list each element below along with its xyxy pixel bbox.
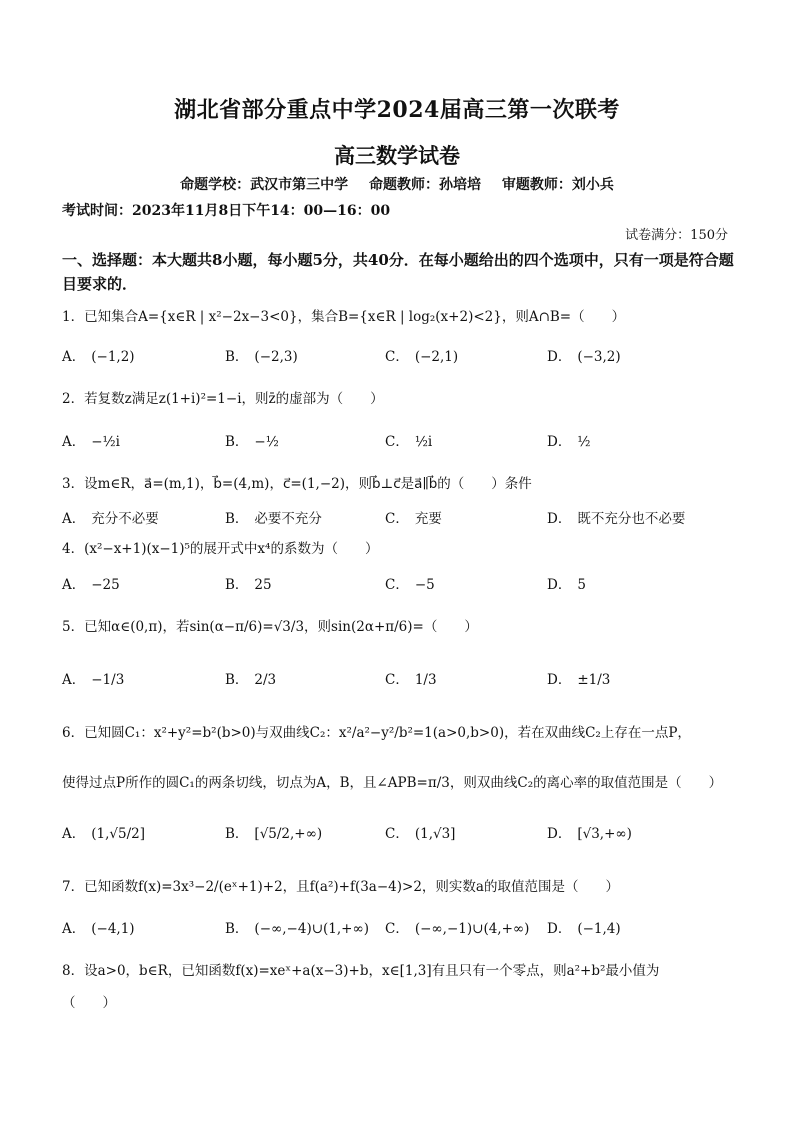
option-text: (−1,4) <box>577 921 621 937</box>
author-school: 命题学校：武汉市第三中学 <box>180 177 349 193</box>
option <box>547 430 590 450</box>
exam-time: 考试时间：2023年11月8日下午14：00—16：00 <box>62 203 391 219</box>
question-stem: 3．设m∈R，a⃗=(m,1)，b⃗=(4,m)，c⃗=(1,−2)，则b⃗⊥c⃗是a⃗∥b⃗的（ ）条件 <box>62 476 532 492</box>
question-stem: 8．设a>0，b∈R，已知函数f(x)=xeˣ+a(x−3)+b，x∈[1,3]有且只有一个零点，则a²+b²最小值为 <box>62 963 660 979</box>
option-text: ½i <box>414 434 433 450</box>
option-text: −½ <box>254 434 279 450</box>
question-stem-continued: （ ） <box>62 995 116 1011</box>
option-label: A． <box>62 434 86 450</box>
option-label: B． <box>225 511 249 527</box>
option <box>385 573 435 593</box>
option-label: B． <box>225 434 249 450</box>
option-text: (−∞,−4)∪(1,+∞) <box>254 921 369 937</box>
option-label: C． <box>385 577 409 593</box>
option <box>225 507 322 527</box>
author-reviewer: 审题教师：刘小兵 <box>501 177 614 193</box>
option-label: B． <box>225 577 249 593</box>
option-text: (−1,2) <box>91 349 135 365</box>
option-text: [√5/2,+∞) <box>254 826 323 842</box>
option <box>225 822 322 842</box>
option-text: 必要不充分 <box>254 511 322 527</box>
option-label: A． <box>62 349 86 365</box>
option-label: C． <box>385 511 409 527</box>
option-text: 既不充分也不必要 <box>577 511 686 527</box>
option-text: −1/3 <box>91 672 125 688</box>
option-text: (−2,1) <box>414 349 459 365</box>
option-row <box>62 573 742 599</box>
option-label: C． <box>385 826 409 842</box>
option-label: A． <box>62 511 86 527</box>
option-text: 充要 <box>414 511 442 527</box>
option-label: C． <box>385 434 409 450</box>
option-text: 5 <box>577 577 586 593</box>
option <box>547 668 610 688</box>
option-text: (1,√5/2] <box>91 826 145 842</box>
option-label: A． <box>62 921 86 937</box>
option-label: B． <box>225 672 249 688</box>
option-label: D． <box>547 511 572 527</box>
option <box>62 822 145 842</box>
option <box>547 507 685 527</box>
option <box>62 573 120 593</box>
option-row <box>62 430 742 456</box>
option-text: (1,√3] <box>414 826 456 842</box>
option-text: 2/3 <box>254 672 277 688</box>
option <box>547 917 621 937</box>
option <box>62 668 124 688</box>
option-text: 充分不必要 <box>91 511 159 527</box>
option-label: A． <box>62 577 86 593</box>
option <box>225 573 272 593</box>
option <box>225 430 279 450</box>
option <box>225 668 276 688</box>
option-label: C． <box>385 672 409 688</box>
exam-subtitle: 高三数学试卷 <box>334 143 460 168</box>
option <box>385 822 455 842</box>
option-text: (−4,1) <box>91 921 135 937</box>
option <box>547 822 632 842</box>
option-row <box>62 507 742 533</box>
exam-authors <box>0 174 794 194</box>
question-stem: 7．已知函数f(x)=3x³−2/(eˣ+1)+2，且f(a²)+f(3a−4)>2，则实数a的取值范围是（ ） <box>62 879 619 895</box>
question-stem-continued: 使得过点P所作的圆C₁的两条切线，切点为A，B，且∠APB=π/3，则双曲线C₂的离心率的取值范围是（ ） <box>62 775 723 791</box>
exam-title: 湖北省部分重点中学2024届高三第一次联考 <box>174 97 620 123</box>
option-row <box>62 345 742 371</box>
option-label: A． <box>62 826 86 842</box>
option-label: D． <box>547 672 572 688</box>
option-text: (−∞,−1)∪(4,+∞) <box>414 921 530 937</box>
question-stem: 4．(x²−x+1)(x−1)⁵的展开式中x⁴的系数为（ ） <box>62 541 379 557</box>
option-label: C． <box>385 921 409 937</box>
option-text: (−3,2) <box>577 349 621 365</box>
option-row <box>62 668 742 694</box>
option <box>547 573 586 593</box>
option-text: −25 <box>91 577 120 593</box>
option-label: C． <box>385 349 409 365</box>
option-label: D． <box>547 921 572 937</box>
option <box>62 345 135 365</box>
section-heading: 一、选择题：本大题共8小题，每小题5分，共40分．在每小题给出的四个选项中，只有一项是符合题目要求的． <box>62 251 734 293</box>
option-text: ½ <box>577 434 591 450</box>
author-teacher: 命题教师：孙培培 <box>369 177 481 193</box>
option <box>385 668 437 688</box>
option-text: 25 <box>254 577 272 593</box>
option-text: [√3,+∞) <box>577 826 632 842</box>
option <box>225 345 298 365</box>
question-stem: 2．若复数z满足z(1+i)²=1−i，则z̄的虚部为（ ） <box>62 391 384 407</box>
option <box>385 345 458 365</box>
option-label: D． <box>547 434 572 450</box>
option-row <box>62 822 742 848</box>
option <box>385 917 529 937</box>
full-score: 试卷满分：150分 <box>625 228 728 243</box>
option <box>62 917 135 937</box>
option-text: −5 <box>414 577 435 593</box>
option-text: (−2,3) <box>254 349 298 365</box>
option-text: 1/3 <box>414 672 437 688</box>
option <box>385 430 432 450</box>
option-row <box>62 917 742 943</box>
option <box>62 430 120 450</box>
option-label: D． <box>547 826 572 842</box>
option <box>385 507 442 527</box>
option-label: B． <box>225 921 249 937</box>
question-stem: 5．已知α∈(0,π)，若sin(α−π/6)=√3/3，则sin(2α+π/6)=（ ） <box>62 619 478 635</box>
option-text: ±1/3 <box>577 672 611 688</box>
option-label: B． <box>225 826 249 842</box>
option-label: D． <box>547 349 572 365</box>
question-stem: 6．已知圆C₁：x²+y²=b²(b>0)与双曲线C₂：x²/a²−y²/b²=1(a>0,b>0)，若在双曲线C₂上存在一点P， <box>62 725 691 741</box>
question-stem: 1．已知集合A={x∈R | x²−2x−3<0}，集合B={x∈R | log₂(x+2)<2}，则A∩B=（ ） <box>62 309 626 325</box>
option-label: B． <box>225 349 249 365</box>
option-text: −½i <box>91 434 120 450</box>
option <box>62 507 159 527</box>
option-label: A． <box>62 672 86 688</box>
option <box>547 345 621 365</box>
option <box>225 917 369 937</box>
option-label: D． <box>547 577 572 593</box>
